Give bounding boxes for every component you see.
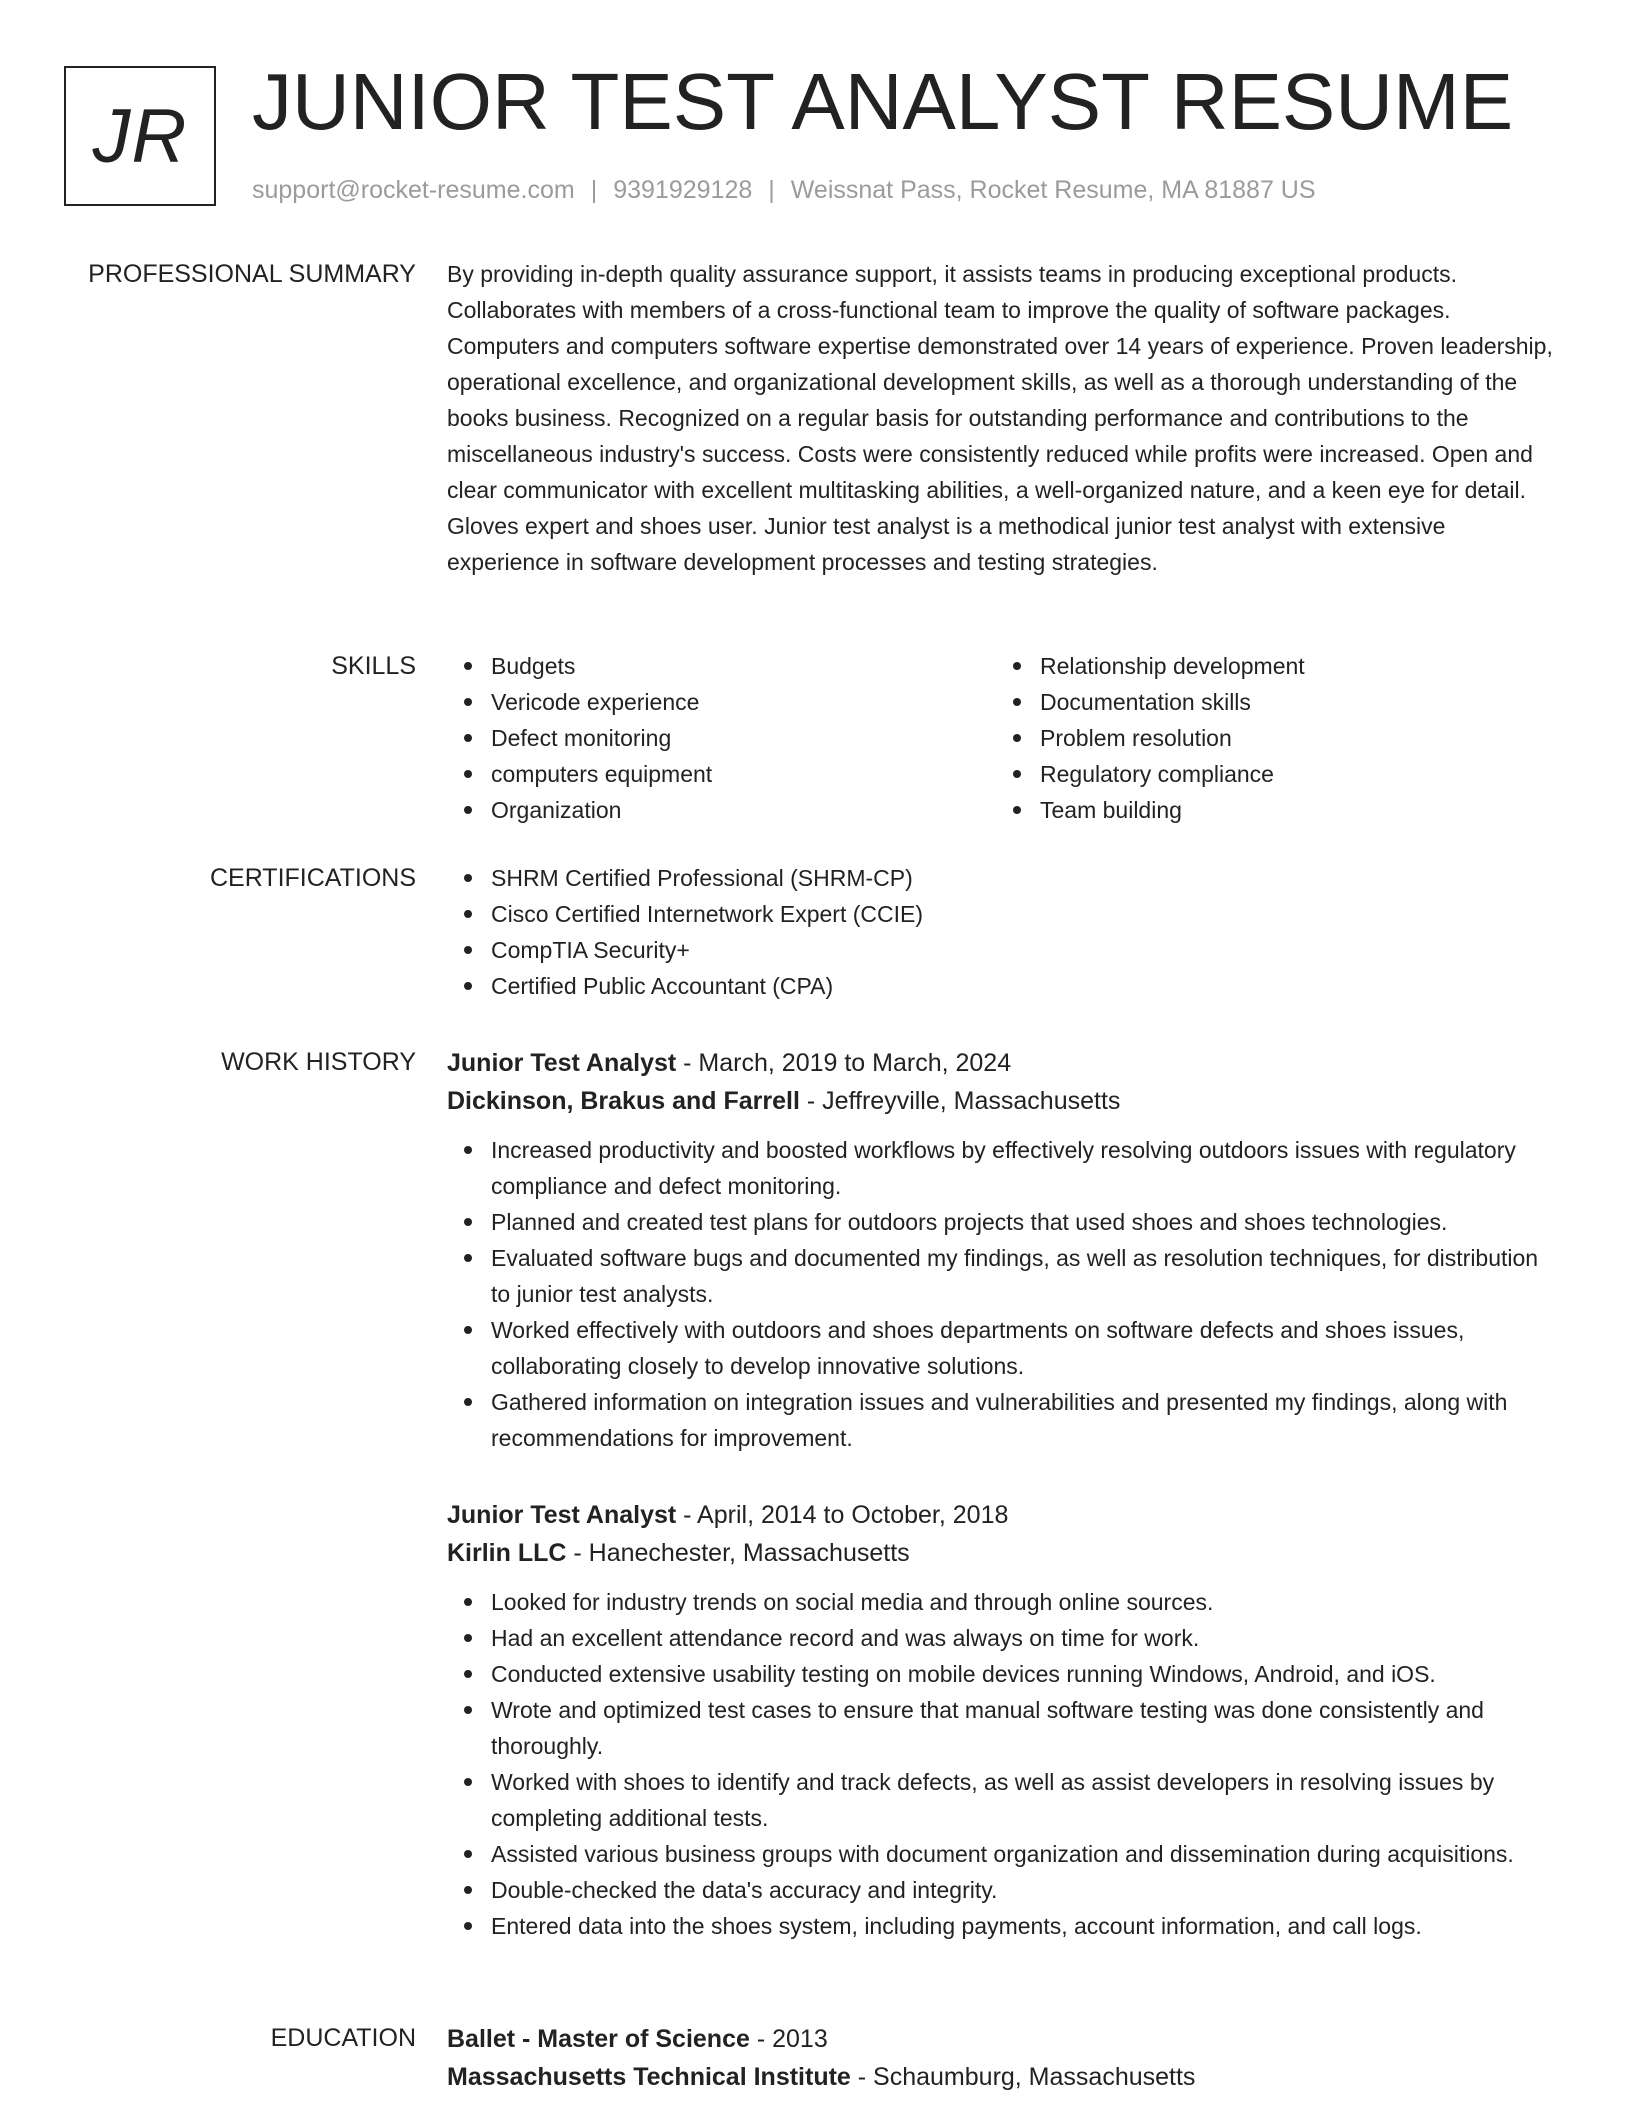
skills-label: SKILLS bbox=[331, 652, 416, 680]
job-dates: - March, 2019 to March, 2024 bbox=[676, 1049, 1012, 1077]
certifications-label: CERTIFICATIONS bbox=[209, 864, 416, 892]
job-title: Junior Test Analyst bbox=[447, 1501, 677, 1529]
skill-item: Vericode experience bbox=[447, 684, 996, 720]
job-duty: Wrote and optimized test cases to ensure that manual software testing was done consistently and thoroughly. bbox=[447, 1692, 1557, 1764]
degree-name: Ballet - Master of Science bbox=[447, 2025, 750, 2053]
job-duty: Assisted various business groups with document organization and dissemination during acquisitions. bbox=[447, 1836, 1557, 1872]
contact-separator: | bbox=[590, 176, 598, 204]
summary-text: By providing in-depth quality assurance support, it assists teams in producing exceptional products. Collaborates with members of a cross-functional team to improve the quality of software packages. Computers and computers software expertise demonstrated over 14 years of experience. Proven leadership, operational excellence, and organizational development skills, as well as a thorough understanding of the books business. Recognized on a regular basis for outstanding performance and contributions to the miscellaneous industry's success. Costs were consistently reduced while profits were increased. Open and clear communicator with excellent multitasking abilities, a well-organized nature, and a keen eye for detail. Gloves expert and shoes user. Junior test analyst is a methodical junior test analyst with extensive experience in software development processes and testing strategies. bbox=[447, 261, 1553, 575]
job-duty: Worked with shoes to identify and track defects, as well as assist developers in resolving issues by completing additional tests. bbox=[447, 1764, 1557, 1836]
employer-name: Kirlin LLC bbox=[447, 1539, 567, 1567]
skill-item: Relationship development bbox=[996, 648, 1545, 684]
degree-year: - 2013 bbox=[749, 2025, 828, 2053]
skill-item: Regulatory compliance bbox=[996, 756, 1545, 792]
job-title: Junior Test Analyst bbox=[447, 1049, 677, 1077]
education-content bbox=[447, 2020, 1557, 2096]
skill-item: Documentation skills bbox=[996, 684, 1545, 720]
job-entry bbox=[447, 1044, 1557, 1456]
education-label: EDUCATION bbox=[270, 2024, 416, 2052]
skills-grid bbox=[447, 648, 1557, 828]
certifications-list bbox=[447, 860, 1557, 1004]
job-duty: Increased productivity and boosted workflows by effectively resolving outdoors issues with regulatory compliance and defect monitoring. bbox=[447, 1132, 1557, 1204]
job-duty: Planned and created test plans for outdoors projects that used shoes and shoes technologies. bbox=[447, 1204, 1557, 1240]
job-duties-list bbox=[447, 1584, 1557, 1944]
job-duty: Double-checked the data's accuracy and integrity. bbox=[447, 1872, 1557, 1908]
job-entry bbox=[447, 1496, 1557, 1944]
certification-item: CompTIA Security+ bbox=[447, 932, 1557, 968]
skill-item: Organization bbox=[447, 792, 996, 828]
monogram-initials: JR bbox=[92, 93, 188, 179]
work-history-label: WORK HISTORY bbox=[221, 1048, 416, 1076]
skill-item: Problem resolution bbox=[996, 720, 1545, 756]
contact-phone[interactable]: 9391929128 bbox=[613, 176, 753, 204]
monogram-badge bbox=[64, 66, 216, 206]
school-location: - Schaumburg, Massachusetts bbox=[850, 2063, 1196, 2091]
job-duty: Worked effectively with outdoors and shoes departments on software defects and shoes issues, collaborating closely to develop innovative solutions. bbox=[447, 1312, 1557, 1384]
contact-separator: | bbox=[768, 176, 775, 204]
job-title-line bbox=[447, 1044, 1557, 1082]
job-duty: Conducted extensive usability testing on mobile devices running Windows, Android, and iOS. bbox=[447, 1656, 1557, 1692]
work-history-content bbox=[447, 1044, 1557, 1456]
degree-line bbox=[447, 2020, 1557, 2058]
skills-list-right bbox=[996, 648, 1545, 828]
employer-location: - Jeffreyville, Massachusetts bbox=[799, 1087, 1121, 1115]
certification-item: SHRM Certified Professional (SHRM-CP) bbox=[447, 860, 1557, 896]
job-duty: Gathered information on integration issues and vulnerabilities and presented my findings, along with recommendations for improvement. bbox=[447, 1384, 1557, 1456]
job-duties-list bbox=[447, 1132, 1557, 1456]
employer-line bbox=[447, 1534, 1557, 1572]
skill-item: Defect monitoring bbox=[447, 720, 996, 756]
skill-item: Budgets bbox=[447, 648, 996, 684]
contact-line bbox=[252, 174, 1316, 206]
job-duty: Entered data into the shoes system, including payments, account information, and call logs. bbox=[447, 1908, 1557, 1944]
resume-title: JUNIOR TEST ANALYST RESUME bbox=[252, 57, 1514, 146]
contact-address: Weissnat Pass, Rocket Resume, MA 81887 US bbox=[790, 176, 1316, 204]
summary-label: PROFESSIONAL SUMMARY bbox=[88, 260, 416, 288]
job-duty: Looked for industry trends on social media and through online sources. bbox=[447, 1584, 1557, 1620]
certification-item: Cisco Certified Internetwork Expert (CCIE) bbox=[447, 896, 1557, 932]
contact-email[interactable]: support@rocket-resume.com bbox=[252, 176, 575, 204]
employer-line bbox=[447, 1082, 1557, 1120]
certification-item: Certified Public Accountant (CPA) bbox=[447, 968, 1557, 1004]
certifications-content bbox=[447, 860, 1557, 1004]
job-duty: Had an excellent attendance record and was always on time for work. bbox=[447, 1620, 1557, 1656]
summary-content bbox=[447, 256, 1557, 580]
job-dates: - April, 2014 to October, 2018 bbox=[676, 1501, 1009, 1529]
skill-item: computers equipment bbox=[447, 756, 996, 792]
skills-list-left bbox=[447, 648, 996, 828]
employer-location: - Hanechester, Massachusetts bbox=[566, 1539, 910, 1567]
school-line bbox=[447, 2058, 1557, 2096]
job-title-line bbox=[447, 1496, 1557, 1534]
job-duty: Evaluated software bugs and documented my findings, as well as resolution techniques, for distribution to junior test analysts. bbox=[447, 1240, 1557, 1312]
employer-name: Dickinson, Brakus and Farrell bbox=[447, 1087, 800, 1115]
school-name: Massachusetts Technical Institute bbox=[447, 2063, 851, 2091]
work-history-content bbox=[447, 1496, 1557, 1944]
skill-item: Team building bbox=[996, 792, 1545, 828]
